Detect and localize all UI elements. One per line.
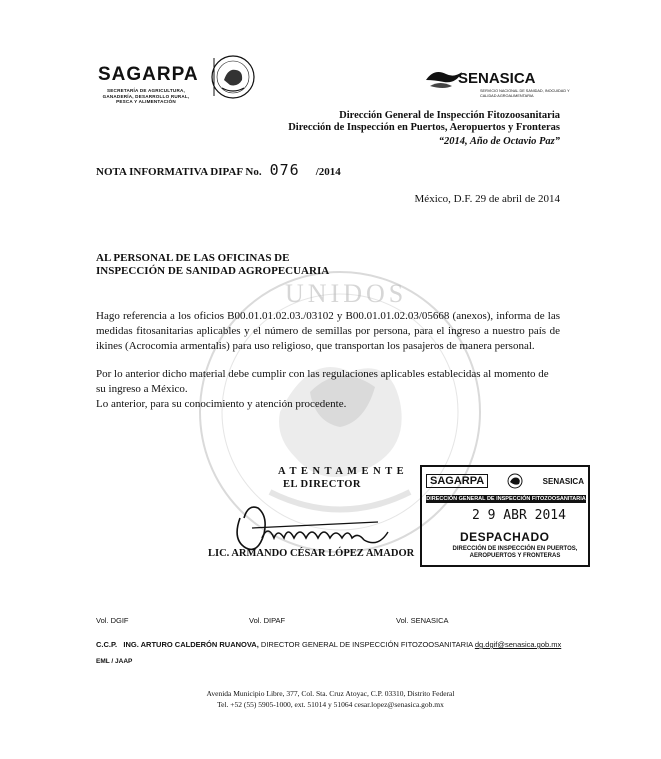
national-shield-icon <box>210 54 256 100</box>
stamp-direction: DIRECCIÓN DE INSPECCIÓN EN PUERTOS, AEROPUERTOS Y FRONTERAS <box>452 546 578 559</box>
svg-text:UNIDOS: UNIDOS <box>285 279 408 308</box>
dispatch-stamp <box>420 465 590 567</box>
stamp-status: DESPACHADO <box>460 530 550 544</box>
memo-body <box>96 309 560 355</box>
paragraph-compliance: Por lo anterior dicho material debe cumplir con las regulaciones aplicables establecidas al momento de su ingreso a México. <box>96 368 549 396</box>
carbon-copy-line <box>96 640 561 649</box>
vol-dipaf: Vol. DIPAF <box>249 616 286 625</box>
senasica-subtitle: SERVICIO NACIONAL DE SANIDAD, INOCUIDAD Y CALIDAD AGROALIMENTARIA <box>480 89 570 98</box>
initials: EML / JAAP <box>96 658 133 665</box>
footer-address: Avenida Municipio Libre, 377, Col. Sta. Cruz Atoyac, C.P. 03310, Distrito Federal <box>206 689 455 698</box>
vol-senasica: Vol. SENASICA <box>396 616 449 625</box>
closing-salutation: A T E N T A M E N T E <box>278 466 405 477</box>
senasica-logo: SENASICA <box>458 70 536 87</box>
paragraph-reference: Hago referencia a los oficios B00.01.01.02.03./03102 y B00.01.01.02.03/05668 (anexos), informa de las medidas fitosanitarias aplicables y el número de semillas por persona, para el ingreso a nuestro país de ikines (Acrocomia armentalis) para uso religioso, que transportan los pasajeros de manera personal. <box>96 310 560 353</box>
memo-title: NOTA INFORMATIVA DIPAF No. <box>96 166 262 178</box>
direction-general: Dirección General de Inspección Fitozoosanitaria <box>339 110 560 121</box>
signer-name: LIC. ARMANDO CÉSAR LÓPEZ AMADOR <box>208 548 415 559</box>
ccp-role: DIRECTOR GENERAL DE INSPECCIÓN FITOZOOSANITARIA <box>260 640 473 649</box>
memo-number: 076 <box>269 161 300 179</box>
memo-date: México, D.F. 29 de abril de 2014 <box>414 193 560 205</box>
stamp-header: DIRECCIÓN GENERAL DE INSPECCIÓN FITOZOOSANITARIA <box>426 496 586 502</box>
paragraph-closing: Lo anterior, para su conocimiento y atención procedente. <box>96 398 347 411</box>
addressee-line-1: AL PERSONAL DE LAS OFICINAS DE <box>96 252 290 264</box>
stamp-org: SAGARPA <box>426 474 488 488</box>
vol-dgif: Vol. DGIF <box>96 616 129 625</box>
stamp-header-row <box>426 471 584 491</box>
stamp-shield-icon <box>504 473 526 489</box>
direction-ports: Dirección de Inspección en Puertos, Aeropuertos y Fronteras <box>288 122 560 133</box>
stamp-agency: SENASICA <box>542 476 584 486</box>
sagarpa-logo: SAGARPA <box>98 64 199 85</box>
addressee-line-2: INSPECCIÓN DE SANIDAD AGROPECUARIA <box>96 265 330 277</box>
memo-title-line <box>96 161 341 179</box>
stamp-date: 2 9 ABR 2014 <box>472 508 566 523</box>
footer-contact: Tel. +52 (55) 5905-1000, ext. 51014 y 51064 cesar.lopez@senasica.gob.mx <box>217 700 444 709</box>
signer-role: EL DIRECTOR <box>283 479 361 490</box>
sagarpa-subtitle: SECRETARÍA DE AGRICULTURA, GANADERÍA, DESARROLLO RURAL, PESCA Y ALIMENTACIÓN <box>102 88 190 105</box>
ccp-name: ING. ARTURO CALDERÓN RUANOVA, <box>123 640 259 649</box>
year-motto: “2014, Año de Octavio Paz” <box>438 136 560 147</box>
memo-year: /2014 <box>315 166 341 178</box>
memo-body-continued <box>96 367 560 413</box>
ccp-label: C.C.P. <box>96 640 118 649</box>
ccp-email[interactable]: dg.dgif@senasica.gob.mx <box>474 640 562 649</box>
